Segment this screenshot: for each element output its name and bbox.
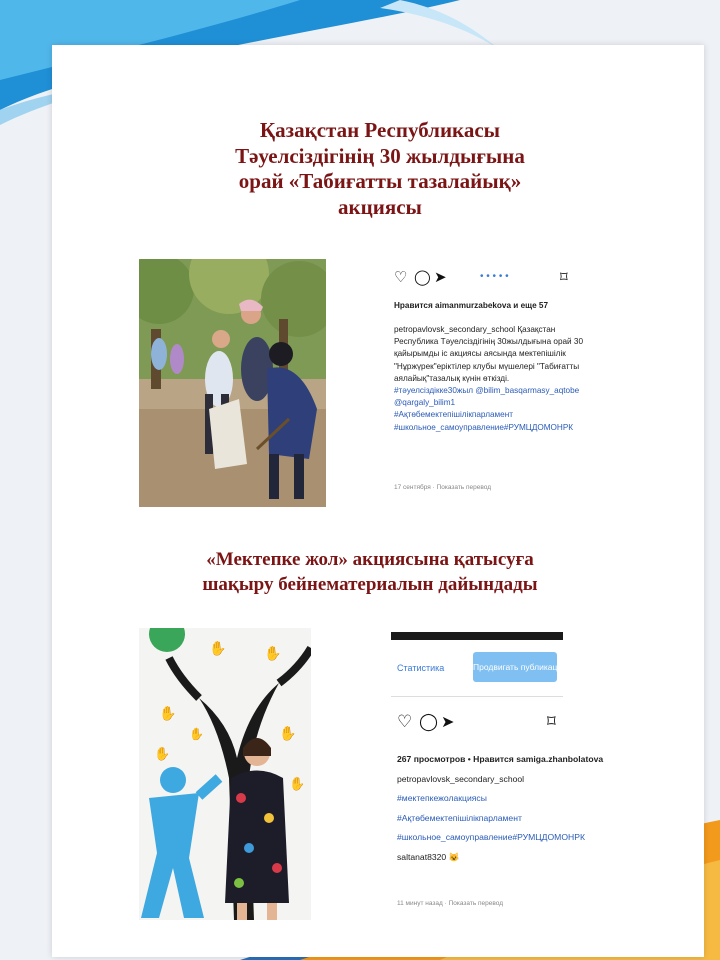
caption-line: қайырымды іс акциясы аясында мектепішілік (394, 349, 566, 359)
bookmark-icon: ⌑ (560, 269, 568, 286)
promote-button-label: Продвигать публикацию (473, 662, 569, 672)
hashtag-line: #тәуелсіздікке30жыл @bilim_basqarmasy_aqtobe (394, 386, 580, 396)
mural-photo (139, 628, 311, 920)
caption-line: аялайық"тазалық күнін өткізді. (394, 373, 510, 383)
svg-text:✋: ✋ (209, 641, 227, 657)
cleanup-photo (139, 259, 326, 507)
section1-title-line: орай «Табиғатты тазалайық» (238, 169, 522, 193)
hashtag-line: @qargaly_bilim1 (394, 398, 456, 408)
post-likes (394, 300, 548, 312)
post-date: 17 сентября · Показать перевод (394, 484, 491, 491)
caption-line: petropavlovsk_secondary_school Қазақстан (394, 325, 556, 334)
section1-title-line: Қазақстан Республикасы (259, 118, 501, 142)
section1-title (150, 118, 610, 220)
hashtag-line: #школьное_самоуправление#РУМЦДОМОНРК (394, 422, 574, 432)
section1-title-line: Тәуелсіздігінің 30 жылдығына (235, 143, 525, 168)
instagram-post-screenshot-1 (388, 262, 584, 502)
svg-text:✋: ✋ (154, 747, 171, 762)
comment-line: saltanat8320 😺 (397, 851, 460, 862)
section1-title-line: акциясы (338, 194, 422, 219)
divider (391, 696, 563, 697)
post-caption (394, 324, 583, 434)
promote-button (473, 652, 569, 682)
bookmark-icon: ⌑ (547, 712, 556, 731)
views-line: 267 просмотров • Нравится samiga.zhanbolatova (397, 754, 604, 764)
statistics-link: Статистика (397, 663, 445, 673)
svg-text:✋: ✋ (289, 777, 306, 792)
hashtag-line: #Ақтөбемектепішілікпарламент (394, 410, 513, 420)
svg-text:✋: ✋ (279, 726, 297, 742)
svg-text:✋: ✋ (264, 646, 282, 662)
hashtag-line: #мектепкежолакциясы (397, 793, 487, 803)
carousel-dots-icon: • • • • • (480, 271, 509, 282)
send-icon: ➤ (441, 714, 455, 731)
caption-line: petropavlovsk_secondary_school (397, 773, 525, 784)
likes-line: Нравится aimanmurzabekova и еще 57 (394, 301, 549, 310)
svg-text:✋: ✋ (189, 727, 204, 741)
send-icon: ➤ (434, 269, 447, 286)
video-top-strip (391, 632, 563, 640)
svg-text:✋: ✋ (159, 706, 177, 722)
caption-line: "Нұржүрек"еріктілер клубы мүшелері "Табиғатты (394, 361, 580, 371)
post-action-icons (397, 712, 562, 732)
post-footer: 11 минут назад · Показать перевод (397, 900, 504, 907)
post-text (397, 750, 603, 867)
comment-icon: ◯ (414, 269, 431, 286)
hashtag-line: #школьное_самоуправление#РУМЦДОМОНРК (397, 832, 585, 842)
post-action-icons (394, 268, 569, 288)
section2-title-line: шақыру бейнематериалын дайындады (202, 574, 538, 595)
section2-title-line: «Мектепке жол» акциясына қатысуға (206, 549, 534, 570)
comment-icon: ◯ (419, 712, 439, 731)
caption-line: Республика Тәуелсіздігінің 30жылдығына орай 30 (394, 337, 584, 347)
heart-icon: ♡ (394, 269, 408, 286)
hashtag-line: #Ақтөбемектепішілікпарламент (397, 812, 522, 823)
heart-icon: ♡ (397, 712, 413, 731)
instagram-post-screenshot-2 (391, 632, 604, 920)
section2-title (130, 547, 610, 597)
